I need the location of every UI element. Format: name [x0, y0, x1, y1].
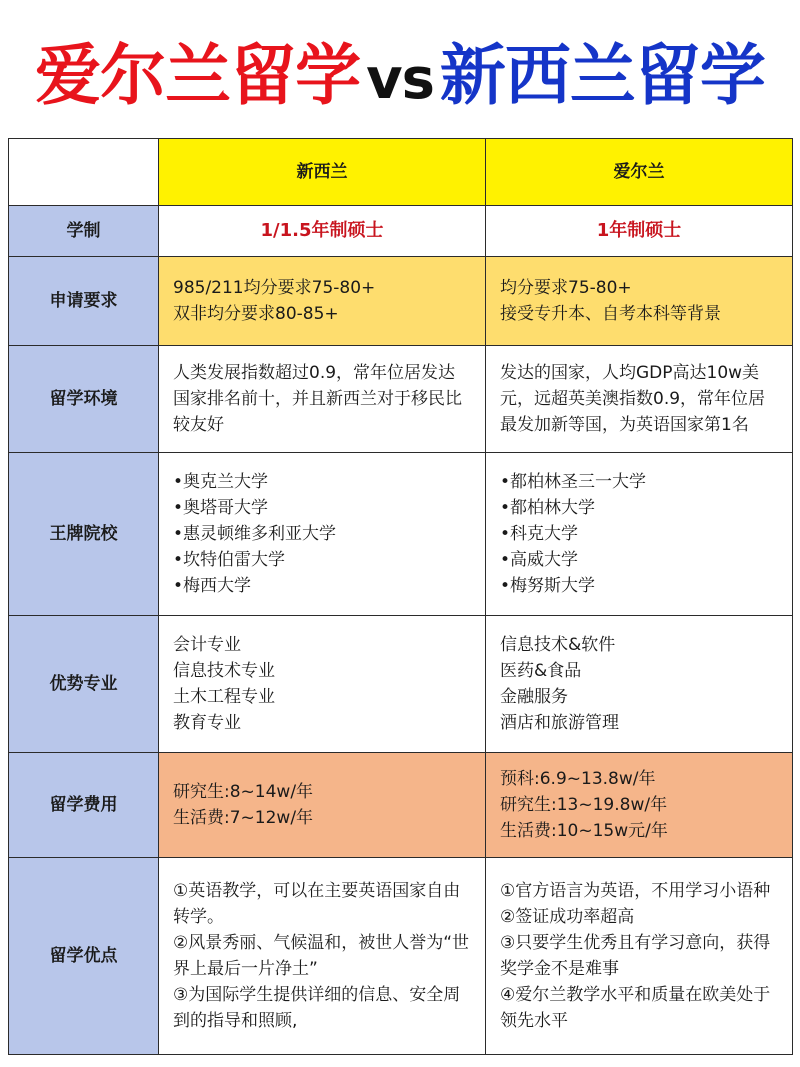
row-environment — [9, 346, 793, 453]
row-schools — [9, 453, 793, 616]
advantage-item: ①官方语言为英语，不用学习小语种 — [500, 881, 771, 901]
school-item: •奥塔哥大学 — [173, 498, 269, 518]
school-item: •科克大学 — [500, 524, 579, 544]
cell-line: 双非均分要求80-85+ — [173, 304, 339, 324]
row-label: 申请要求 — [9, 257, 159, 346]
row-label: 学制 — [9, 206, 159, 257]
school-item: •坎特伯雷大学 — [173, 550, 286, 570]
header-new-zealand: 新西兰 — [159, 139, 486, 206]
cell-new-zealand — [159, 858, 486, 1055]
advantage-item: ②风景秀丽、气候温和，被世人誉为“世界上最后一片净土” — [173, 933, 470, 979]
title-ireland: 爱尔兰留学 — [35, 37, 361, 114]
cell-ireland — [486, 616, 793, 753]
cell-new-zealand — [159, 346, 486, 453]
cell-ireland — [486, 206, 793, 257]
cell-line: 985/211均分要求75-80+ — [173, 278, 376, 298]
page-title — [0, 36, 800, 120]
cell-new-zealand — [159, 616, 486, 753]
cell-text: 发达的国家，人均GDP高达10w美元，远超英美澳指数0.9，常年位居最发加新等国，为英语国家第1名 — [500, 363, 766, 435]
cell-ireland — [486, 453, 793, 616]
row-advantages — [9, 858, 793, 1055]
cost-item: 研究生:8~14w/年 — [173, 782, 314, 802]
major-item: 土木工程专业 — [173, 687, 275, 707]
advantage-item: ②签证成功率超高 — [500, 907, 635, 927]
major-item: 信息技术专业 — [173, 661, 275, 681]
major-item: 酒店和旅游管理 — [500, 713, 619, 733]
cell-ireland — [486, 257, 793, 346]
title-vs: vs — [366, 47, 434, 112]
cell-ireland — [486, 753, 793, 858]
cell-new-zealand — [159, 257, 486, 346]
header-ireland: 爱尔兰 — [486, 139, 793, 206]
cell-line: 均分要求75-80+ — [500, 278, 632, 298]
major-item: 信息技术&软件 — [500, 635, 616, 655]
cell-new-zealand — [159, 753, 486, 858]
row-majors — [9, 616, 793, 753]
school-item: •奥克兰大学 — [173, 472, 269, 492]
row-label: 优势专业 — [9, 616, 159, 753]
school-item: •都柏林大学 — [500, 498, 596, 518]
row-label: 王牌院校 — [9, 453, 159, 616]
school-item: •梅努斯大学 — [500, 576, 596, 596]
cell-line: 1年制硕士 — [596, 220, 682, 241]
row-requirements — [9, 257, 793, 346]
school-item: •梅西大学 — [173, 576, 252, 596]
row-system — [9, 206, 793, 257]
major-item: 教育专业 — [173, 713, 241, 733]
cell-line: 1/1.5年制硕士 — [260, 220, 384, 241]
advantage-item: ④爱尔兰教学水平和质量在欧美处于领先水平 — [500, 985, 771, 1031]
row-label: 留学费用 — [9, 753, 159, 858]
cost-item: 生活费:10~15w元/年 — [500, 821, 668, 841]
cell-ireland — [486, 858, 793, 1055]
cost-item: 预科:6.9~13.8w/年 — [500, 769, 656, 789]
advantage-item: ③只要学生优秀且有学习意向，获得奖学金不是难事 — [500, 933, 771, 979]
cost-item: 研究生:13~19.8w/年 — [500, 795, 668, 815]
major-item: 金融服务 — [500, 687, 568, 707]
major-item: 医药&食品 — [500, 661, 582, 681]
cost-item: 生活费:7~12w/年 — [173, 808, 314, 828]
comparison-table — [8, 138, 793, 1055]
header-row — [9, 139, 793, 206]
school-item: •高威大学 — [500, 550, 579, 570]
cell-new-zealand — [159, 206, 486, 257]
row-label: 留学环境 — [9, 346, 159, 453]
row-costs — [9, 753, 793, 858]
title-new-zealand: 新西兰留学 — [439, 37, 765, 114]
cell-ireland — [486, 346, 793, 453]
row-label: 留学优点 — [9, 858, 159, 1055]
major-item: 会计专业 — [173, 635, 241, 655]
cell-text: 人类发展指数超过0.9，常年位居发达国家排名前十，并且新西兰对于移民比较友好 — [173, 363, 462, 435]
cell-new-zealand — [159, 453, 486, 616]
advantage-item: ①英语教学，可以在主要英语国家自由转学。 — [173, 881, 461, 927]
school-item: •都柏林圣三一大学 — [500, 472, 647, 492]
school-item: •惠灵顿维多利亚大学 — [173, 524, 337, 544]
advantage-item: ③为国际学生提供详细的信息、安全周到的指导和照顾, — [173, 985, 461, 1031]
header-corner — [9, 139, 159, 206]
cell-line: 接受专升本、自考本科等背景 — [500, 304, 721, 324]
